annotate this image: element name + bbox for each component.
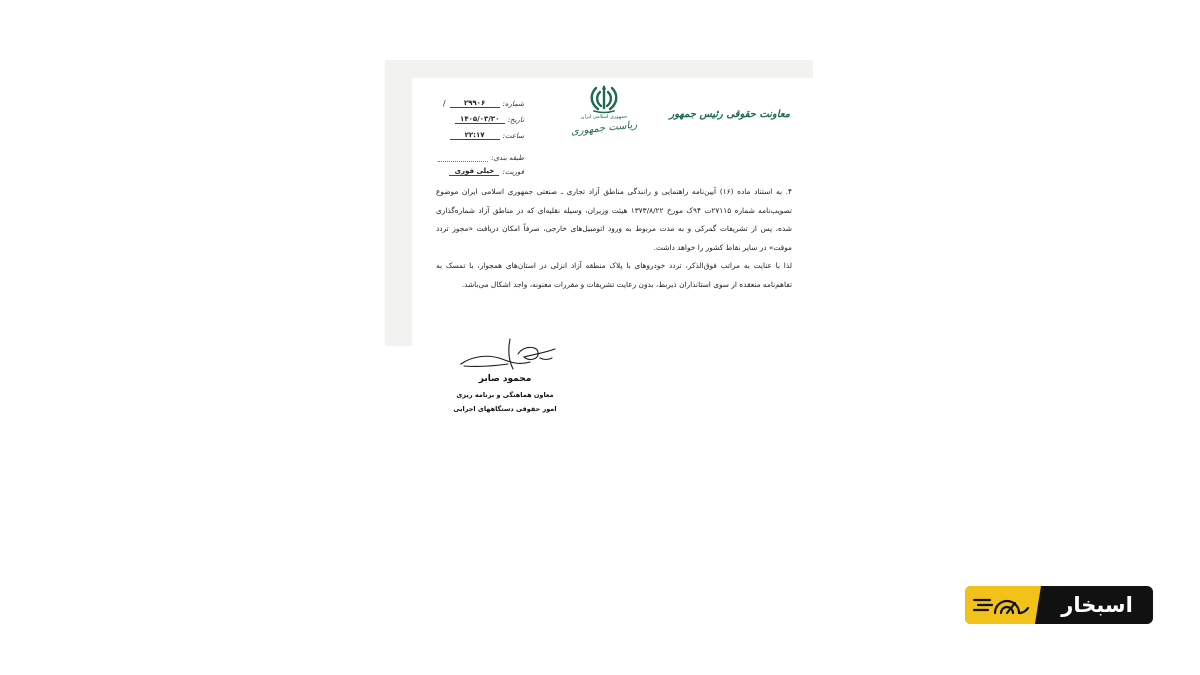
meta-time-value: ۲۲:۱۷ — [450, 131, 500, 140]
meta-number-value: ۲۹۹۰۶ — [450, 99, 500, 108]
signatory-name: محمود صابر — [478, 374, 532, 384]
emblem-caption-presidency: ریاست جمهوری — [570, 119, 638, 138]
meta-number-row — [432, 94, 524, 108]
issuer-title: معاونت حقوقی رئیس جمهور — [669, 109, 790, 120]
site-logo — [965, 586, 1153, 624]
meta-number-suffix: / — [442, 99, 446, 108]
signatory-department: امور حقوقی دستگاههای اجرایی — [453, 405, 557, 413]
meta-date-row — [432, 110, 524, 124]
meta-number-label: شماره: — [502, 100, 524, 108]
meta-priority-label: فوریت: — [502, 168, 524, 176]
letter-body — [436, 183, 792, 294]
meta-classification-label: طبقه بندی: — [491, 154, 524, 162]
meta-time-row — [432, 126, 524, 140]
meta-classification-row — [432, 148, 524, 162]
speedometer-icon — [971, 590, 1033, 620]
signatory-title: معاون هماهنگی و برنامه ریزی — [456, 391, 554, 399]
body-paragraph: ۴. به استناد ماده (۱۶) آیین‌نامه راهنمایی و رانندگی مناطق آزاد تجاری ـ صنعتی جمهوری اسلامی ایران موضوع تصویب‌نامه شماره ۲۷۱۱۵ت ۹۴ک مورخ ۱۳۷۳/۸/۲۲ هیئت وزیران، وسیله نقلیه‌ای که در مناطق آزاد شماره‌گذاری شده، پس از تشریفات گمرکی و به مدت مربوط به ورود اتومبیل‌های خارجی، صرفاً امکان دریافت «مجوز تردد موقت» در سایر نقاط کشور را خواهد داشت. — [436, 187, 792, 252]
body-paragraph: لذا با عنایت به مراتب فوق‌الذکر، تردد خودروهای با پلاک منطقه آزاد انزلی در استان‌های همجوار، با تمسک به تفاهم‌نامه منعقده از سوی استانداران ذیربط، بدون رعایت تشریفات و مقررات معنونه، واجد اشکال می‌باشد. — [436, 261, 792, 289]
meta-date-label: تاریخ: — [507, 116, 524, 124]
meta-date-value: ۱۴۰۵/۰۳/۳۰ — [455, 115, 505, 124]
logo-wordmark: اسبخار — [1061, 593, 1133, 617]
meta-priority-value: خیلی فوری — [449, 167, 499, 176]
meta-priority-row — [432, 162, 524, 176]
iran-emblem-icon — [589, 84, 619, 114]
emblem-caption-republic: جمهوری اسلامی ایران — [580, 114, 628, 120]
meta-time-label: ساعت: — [502, 132, 524, 140]
handwritten-signature — [458, 336, 558, 372]
